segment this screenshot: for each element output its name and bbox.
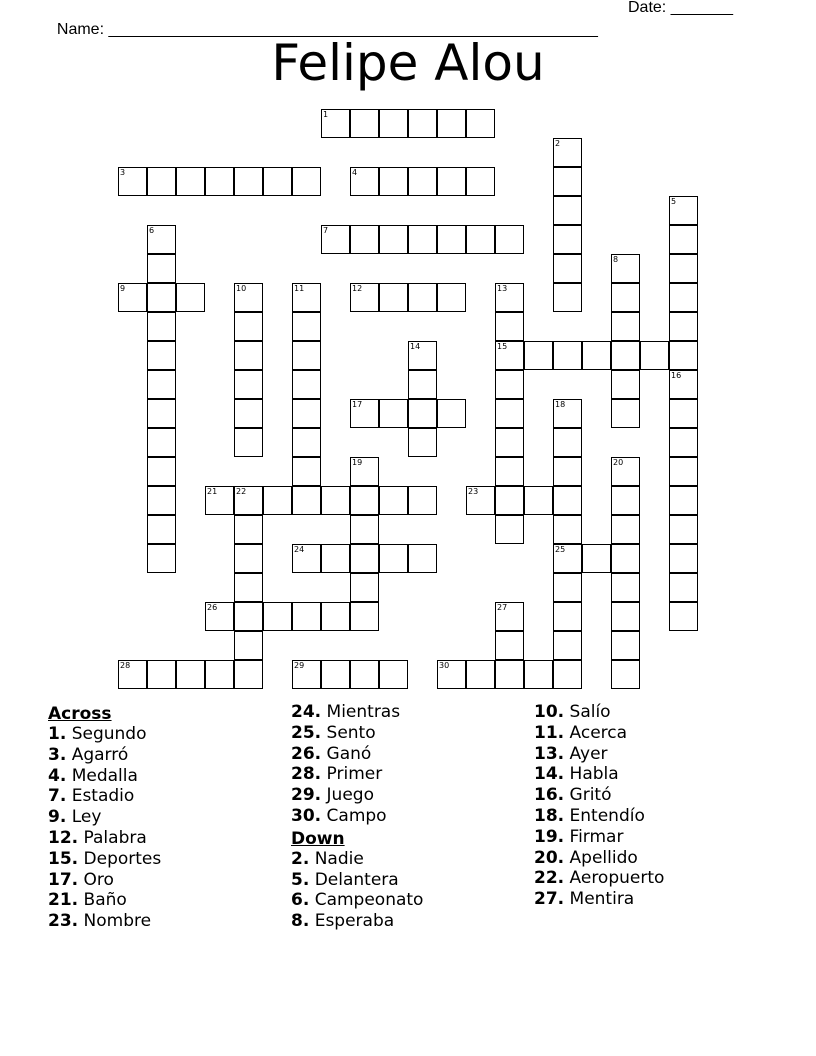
grid-cell[interactable] bbox=[147, 283, 176, 312]
down-clue bbox=[534, 827, 774, 848]
grid-cell[interactable] bbox=[466, 486, 495, 515]
grid-cell[interactable] bbox=[147, 515, 176, 544]
grid-cell[interactable] bbox=[669, 457, 698, 486]
grid-cell[interactable] bbox=[553, 196, 582, 225]
grid-cell[interactable] bbox=[292, 341, 321, 370]
clue-text: Nadie bbox=[314, 848, 364, 869]
grid-cell[interactable] bbox=[669, 486, 698, 515]
clue-text: Segundo bbox=[71, 724, 147, 744]
clue-num: 12. bbox=[48, 827, 79, 848]
grid-cell[interactable] bbox=[553, 573, 582, 602]
grid-cell[interactable] bbox=[292, 399, 321, 428]
grid-cell[interactable] bbox=[292, 602, 321, 631]
clue-num: 15. bbox=[48, 848, 79, 869]
grid-cell[interactable] bbox=[408, 486, 437, 515]
grid-cell[interactable] bbox=[553, 428, 582, 457]
clue-text: Aeropuerto bbox=[569, 868, 665, 889]
clue-num: 8. bbox=[291, 911, 310, 932]
grid-cell[interactable] bbox=[379, 399, 408, 428]
grid-cell[interactable] bbox=[466, 167, 495, 196]
clue-num: 21. bbox=[48, 890, 79, 911]
grid-cell[interactable] bbox=[292, 660, 321, 689]
across-clue bbox=[291, 764, 531, 785]
grid-cell[interactable] bbox=[350, 602, 379, 631]
grid-cell[interactable] bbox=[176, 167, 205, 196]
grid-cell[interactable] bbox=[147, 399, 176, 428]
grid-cell[interactable] bbox=[321, 109, 350, 138]
grid-cell[interactable] bbox=[495, 341, 524, 370]
grid-cell[interactable] bbox=[582, 544, 611, 573]
clue-num: 7. bbox=[48, 786, 67, 807]
grid-cell[interactable] bbox=[669, 370, 698, 399]
down-clue bbox=[534, 723, 774, 744]
clue-number: 29 bbox=[294, 661, 305, 670]
across-clue bbox=[48, 786, 288, 807]
grid-cell[interactable] bbox=[408, 428, 437, 457]
grid-cell[interactable] bbox=[234, 631, 263, 660]
grid-cell[interactable] bbox=[553, 660, 582, 689]
grid-cell[interactable] bbox=[321, 602, 350, 631]
grid-cell[interactable] bbox=[118, 167, 147, 196]
grid-cell[interactable] bbox=[611, 515, 640, 544]
clue-text: Ganó bbox=[326, 743, 372, 764]
grid-cell[interactable] bbox=[466, 660, 495, 689]
down-clue bbox=[534, 868, 774, 889]
grid-cell[interactable] bbox=[292, 283, 321, 312]
grid-cell[interactable] bbox=[147, 660, 176, 689]
grid-cell[interactable] bbox=[118, 283, 147, 312]
clue-text: Ayer bbox=[569, 743, 608, 764]
clue-text: Mientras bbox=[326, 702, 401, 722]
grid-cell[interactable] bbox=[147, 486, 176, 515]
grid-cell[interactable] bbox=[611, 573, 640, 602]
grid-cell[interactable] bbox=[495, 660, 524, 689]
grid-cell[interactable] bbox=[321, 660, 350, 689]
grid-cell[interactable] bbox=[379, 225, 408, 254]
clue-number: 5 bbox=[671, 197, 677, 206]
clue-text: Sento bbox=[326, 722, 376, 743]
clue-num: 26. bbox=[291, 743, 322, 764]
grid-cell[interactable] bbox=[669, 428, 698, 457]
grid-cell[interactable] bbox=[553, 399, 582, 428]
clue-number: 10 bbox=[236, 284, 247, 293]
grid-cell[interactable] bbox=[669, 312, 698, 341]
clue-text: Apellido bbox=[569, 847, 638, 868]
clue-number: 18 bbox=[555, 400, 566, 409]
grid-cell[interactable] bbox=[292, 370, 321, 399]
grid-cell[interactable] bbox=[669, 602, 698, 631]
grid-cell[interactable] bbox=[669, 225, 698, 254]
across-clue bbox=[48, 807, 288, 828]
grid-cell[interactable] bbox=[263, 602, 292, 631]
clue-text: Agarró bbox=[71, 744, 129, 765]
grid-cell[interactable] bbox=[350, 109, 379, 138]
grid-cell[interactable] bbox=[350, 660, 379, 689]
down-clue bbox=[291, 849, 531, 870]
clue-num: 29. bbox=[291, 785, 322, 806]
grid-cell[interactable] bbox=[234, 660, 263, 689]
grid-cell[interactable] bbox=[205, 660, 234, 689]
grid-cell[interactable] bbox=[669, 399, 698, 428]
clue-text: Ley bbox=[71, 807, 102, 828]
clue-num: 23. bbox=[48, 911, 79, 932]
grid-cell[interactable] bbox=[524, 486, 553, 515]
grid-cell[interactable] bbox=[669, 283, 698, 312]
grid-cell[interactable] bbox=[611, 602, 640, 631]
grid-cell[interactable] bbox=[437, 167, 466, 196]
grid-cell[interactable] bbox=[147, 167, 176, 196]
grid-cell[interactable] bbox=[495, 457, 524, 486]
grid-cell[interactable] bbox=[234, 399, 263, 428]
clue-num: 25. bbox=[291, 722, 322, 743]
grid-cell[interactable] bbox=[234, 602, 263, 631]
clue-text: Mentira bbox=[569, 889, 635, 910]
grid-cell[interactable] bbox=[379, 660, 408, 689]
grid-cell[interactable] bbox=[495, 428, 524, 457]
across-clue bbox=[48, 745, 288, 766]
grid-cell[interactable] bbox=[611, 312, 640, 341]
clue-num: 6. bbox=[291, 890, 310, 911]
date-field-label[interactable]: Date: _______ bbox=[628, 0, 733, 16]
clue-num: 18. bbox=[534, 805, 565, 826]
grid-cell[interactable] bbox=[553, 602, 582, 631]
down-clue bbox=[534, 764, 774, 785]
grid-cell[interactable] bbox=[147, 312, 176, 341]
clue-number: 15 bbox=[497, 342, 508, 351]
clue-number: 22 bbox=[236, 487, 247, 496]
grid-cell[interactable] bbox=[263, 167, 292, 196]
clue-number: 4 bbox=[352, 168, 358, 177]
clue-column-3 bbox=[534, 702, 774, 910]
down-heading: Down bbox=[291, 828, 345, 849]
grid-cell[interactable] bbox=[118, 660, 147, 689]
grid-cell[interactable] bbox=[437, 283, 466, 312]
clue-num: 20. bbox=[534, 847, 565, 868]
grid-cell[interactable] bbox=[234, 544, 263, 573]
clue-number: 8 bbox=[613, 255, 619, 264]
grid-cell[interactable] bbox=[437, 399, 466, 428]
grid-cell[interactable] bbox=[234, 573, 263, 602]
grid-cell[interactable] bbox=[408, 109, 437, 138]
grid-cell[interactable] bbox=[350, 283, 379, 312]
page-title: Felipe Alou bbox=[271, 34, 545, 92]
clue-num: 16. bbox=[534, 785, 565, 806]
grid-cell[interactable] bbox=[234, 341, 263, 370]
grid-cell[interactable] bbox=[350, 457, 379, 486]
clue-number: 30 bbox=[439, 661, 450, 670]
clue-num: 24. bbox=[291, 702, 322, 722]
clue-number: 28 bbox=[120, 661, 131, 670]
clue-num: 17. bbox=[48, 869, 79, 890]
grid-cell[interactable] bbox=[408, 167, 437, 196]
down-clue bbox=[534, 848, 774, 869]
clue-text: Nombre bbox=[83, 911, 152, 932]
grid-cell[interactable] bbox=[234, 370, 263, 399]
name-field-label[interactable]: Name: _______________________________________________________ bbox=[56, 21, 598, 38]
grid-cell[interactable] bbox=[669, 573, 698, 602]
grid-cell[interactable] bbox=[669, 196, 698, 225]
clue-num: 1. bbox=[48, 724, 67, 744]
grid-cell[interactable] bbox=[669, 515, 698, 544]
across-clue bbox=[48, 724, 288, 745]
grid-cell[interactable] bbox=[524, 660, 553, 689]
grid-cell[interactable] bbox=[350, 544, 379, 573]
grid-cell[interactable] bbox=[292, 312, 321, 341]
grid-cell[interactable] bbox=[379, 109, 408, 138]
grid-cell[interactable] bbox=[495, 283, 524, 312]
clue-text: Entendío bbox=[569, 805, 645, 826]
grid-cell[interactable] bbox=[147, 225, 176, 254]
grid-cell[interactable] bbox=[669, 341, 698, 370]
clue-num: 22. bbox=[534, 868, 565, 889]
grid-cell[interactable] bbox=[379, 283, 408, 312]
grid-cell[interactable] bbox=[408, 544, 437, 573]
down-clue bbox=[291, 890, 531, 911]
grid-cell[interactable] bbox=[147, 370, 176, 399]
clue-number: 14 bbox=[410, 342, 421, 351]
clue-number: 2 bbox=[555, 139, 561, 148]
clue-text: Acerca bbox=[569, 722, 628, 743]
clue-text: Juego bbox=[326, 785, 374, 806]
down-clue bbox=[534, 785, 774, 806]
grid-cell[interactable] bbox=[234, 167, 263, 196]
grid-cell[interactable] bbox=[495, 631, 524, 660]
grid-cell[interactable] bbox=[176, 660, 205, 689]
clue-number: 7 bbox=[323, 226, 329, 235]
down-clue bbox=[534, 806, 774, 827]
grid-cell[interactable] bbox=[147, 428, 176, 457]
grid-cell[interactable] bbox=[553, 457, 582, 486]
clue-text: Deportes bbox=[83, 848, 162, 869]
grid-cell[interactable] bbox=[437, 660, 466, 689]
clue-text: Primer bbox=[326, 764, 383, 785]
across-clue bbox=[48, 828, 288, 849]
grid-cell[interactable] bbox=[582, 341, 611, 370]
across-clue bbox=[291, 702, 531, 723]
clue-num: 27. bbox=[534, 889, 565, 910]
across-heading: Across bbox=[48, 704, 112, 724]
grid-cell[interactable] bbox=[640, 341, 669, 370]
grid-cell[interactable] bbox=[408, 341, 437, 370]
clue-num: 13. bbox=[534, 743, 565, 764]
grid-cell[interactable] bbox=[611, 370, 640, 399]
grid-cell[interactable] bbox=[611, 341, 640, 370]
clue-number: 13 bbox=[497, 284, 508, 293]
clue-number: 27 bbox=[497, 603, 508, 612]
clue-num: 11. bbox=[534, 722, 565, 743]
clue-text: Estadio bbox=[71, 786, 135, 807]
clue-text: Delantera bbox=[314, 869, 399, 890]
grid-cell[interactable] bbox=[553, 631, 582, 660]
across-clue bbox=[291, 744, 531, 765]
grid-cell[interactable] bbox=[350, 573, 379, 602]
grid-cell[interactable] bbox=[611, 457, 640, 486]
grid-cell[interactable] bbox=[669, 254, 698, 283]
clue-num: 14. bbox=[534, 764, 565, 785]
clue-text: Oro bbox=[83, 869, 114, 890]
clue-num: 5. bbox=[291, 869, 310, 890]
grid-cell[interactable] bbox=[350, 399, 379, 428]
clue-number: 9 bbox=[120, 284, 126, 293]
across-clue bbox=[291, 806, 531, 827]
clue-number: 21 bbox=[207, 487, 218, 496]
down-clue bbox=[534, 702, 774, 723]
clue-text: Gritó bbox=[569, 785, 612, 806]
grid-cell[interactable] bbox=[495, 312, 524, 341]
grid-cell[interactable] bbox=[495, 225, 524, 254]
grid-cell[interactable] bbox=[495, 399, 524, 428]
clue-text: Firmar bbox=[569, 826, 624, 847]
grid-cell[interactable] bbox=[147, 254, 176, 283]
clue-number: 16 bbox=[671, 371, 682, 380]
across-clue bbox=[291, 785, 531, 806]
across-clue bbox=[291, 723, 531, 744]
grid-cell[interactable] bbox=[379, 544, 408, 573]
grid-cell[interactable] bbox=[611, 486, 640, 515]
grid-cell[interactable] bbox=[234, 312, 263, 341]
grid-cell[interactable] bbox=[437, 109, 466, 138]
grid-cell[interactable] bbox=[147, 544, 176, 573]
clue-num: 30. bbox=[291, 805, 322, 826]
grid-cell[interactable] bbox=[350, 225, 379, 254]
grid-cell[interactable] bbox=[495, 602, 524, 631]
grid-cell[interactable] bbox=[553, 254, 582, 283]
grid-cell[interactable] bbox=[495, 515, 524, 544]
clue-number: 25 bbox=[555, 545, 566, 554]
grid-cell[interactable] bbox=[234, 283, 263, 312]
grid-cell[interactable] bbox=[553, 225, 582, 254]
clue-number: 20 bbox=[613, 458, 624, 467]
across-clue bbox=[48, 911, 288, 932]
grid-cell[interactable] bbox=[553, 486, 582, 515]
across-clue bbox=[48, 766, 288, 787]
grid-cell[interactable] bbox=[292, 486, 321, 515]
grid-cell[interactable] bbox=[466, 109, 495, 138]
clue-number: 1 bbox=[323, 110, 329, 119]
grid-cell[interactable] bbox=[321, 544, 350, 573]
down-clue bbox=[291, 870, 531, 891]
clue-text: Medalla bbox=[71, 765, 138, 786]
grid-cell[interactable] bbox=[611, 254, 640, 283]
grid-cell[interactable] bbox=[321, 486, 350, 515]
grid-cell[interactable] bbox=[524, 341, 553, 370]
grid-cell[interactable] bbox=[350, 515, 379, 544]
clue-number: 19 bbox=[352, 458, 363, 467]
grid-cell[interactable] bbox=[553, 283, 582, 312]
across-clue bbox=[48, 849, 288, 870]
grid-cell[interactable] bbox=[437, 225, 466, 254]
grid-cell[interactable] bbox=[147, 341, 176, 370]
grid-cell[interactable] bbox=[611, 399, 640, 428]
grid-cell[interactable] bbox=[495, 370, 524, 399]
clue-column-1 bbox=[48, 702, 288, 932]
grid-cell[interactable] bbox=[408, 283, 437, 312]
clue-num: 4. bbox=[48, 765, 67, 786]
grid-cell[interactable] bbox=[466, 225, 495, 254]
grid-cell[interactable] bbox=[379, 486, 408, 515]
clue-number: 3 bbox=[120, 168, 126, 177]
clue-text: Habla bbox=[569, 764, 619, 785]
grid-cell[interactable] bbox=[234, 486, 263, 515]
grid-cell[interactable] bbox=[553, 544, 582, 573]
grid-cell[interactable] bbox=[408, 370, 437, 399]
grid-cell[interactable] bbox=[611, 283, 640, 312]
clue-number: 23 bbox=[468, 487, 479, 496]
grid-cell[interactable] bbox=[321, 225, 350, 254]
clue-text: Baño bbox=[83, 890, 127, 911]
grid-cell[interactable] bbox=[611, 544, 640, 573]
clue-text: Campeonato bbox=[314, 890, 424, 911]
grid-cell[interactable] bbox=[205, 602, 234, 631]
grid-cell[interactable] bbox=[408, 225, 437, 254]
down-clue bbox=[534, 744, 774, 765]
clue-num: 19. bbox=[534, 826, 565, 847]
grid-cell[interactable] bbox=[292, 544, 321, 573]
grid-cell[interactable] bbox=[669, 544, 698, 573]
grid-cell[interactable] bbox=[350, 486, 379, 515]
clue-number: 24 bbox=[294, 545, 305, 554]
clue-num: 3. bbox=[48, 744, 67, 765]
grid-cell[interactable] bbox=[292, 457, 321, 486]
grid-cell[interactable] bbox=[553, 167, 582, 196]
grid-cell[interactable] bbox=[408, 399, 437, 428]
grid-cell[interactable] bbox=[553, 341, 582, 370]
clue-text: Salío bbox=[569, 702, 611, 722]
grid-cell[interactable] bbox=[205, 167, 234, 196]
grid-cell[interactable] bbox=[147, 457, 176, 486]
clue-text: Palabra bbox=[83, 827, 147, 848]
clue-num: 10. bbox=[534, 702, 565, 722]
grid-cell[interactable] bbox=[553, 515, 582, 544]
grid-cell[interactable] bbox=[553, 138, 582, 167]
clue-column-2 bbox=[291, 702, 531, 932]
grid-cell[interactable] bbox=[176, 283, 205, 312]
grid-cell[interactable] bbox=[611, 660, 640, 689]
clue-number: 11 bbox=[294, 284, 305, 293]
clue-number: 26 bbox=[207, 603, 218, 612]
across-clue bbox=[48, 870, 288, 891]
clue-num: 2. bbox=[291, 848, 310, 869]
clue-text: Campo bbox=[326, 805, 387, 826]
grid-cell[interactable] bbox=[379, 167, 408, 196]
clue-number: 17 bbox=[352, 400, 363, 409]
grid-cell[interactable] bbox=[495, 486, 524, 515]
grid-cell[interactable] bbox=[350, 167, 379, 196]
clue-num: 28. bbox=[291, 764, 322, 785]
clue-text: Esperaba bbox=[314, 911, 395, 932]
clue-number: 12 bbox=[352, 284, 363, 293]
down-clue bbox=[534, 889, 774, 910]
grid-cell[interactable] bbox=[611, 631, 640, 660]
down-clue bbox=[291, 911, 531, 932]
grid-cell[interactable] bbox=[234, 515, 263, 544]
grid-cell[interactable] bbox=[292, 167, 321, 196]
grid-cell[interactable] bbox=[292, 428, 321, 457]
grid-cell[interactable] bbox=[234, 428, 263, 457]
clue-num: 9. bbox=[48, 807, 67, 828]
grid-cell[interactable] bbox=[263, 486, 292, 515]
across-clue bbox=[48, 890, 288, 911]
grid-cell[interactable] bbox=[205, 486, 234, 515]
clue-number: 6 bbox=[149, 226, 155, 235]
